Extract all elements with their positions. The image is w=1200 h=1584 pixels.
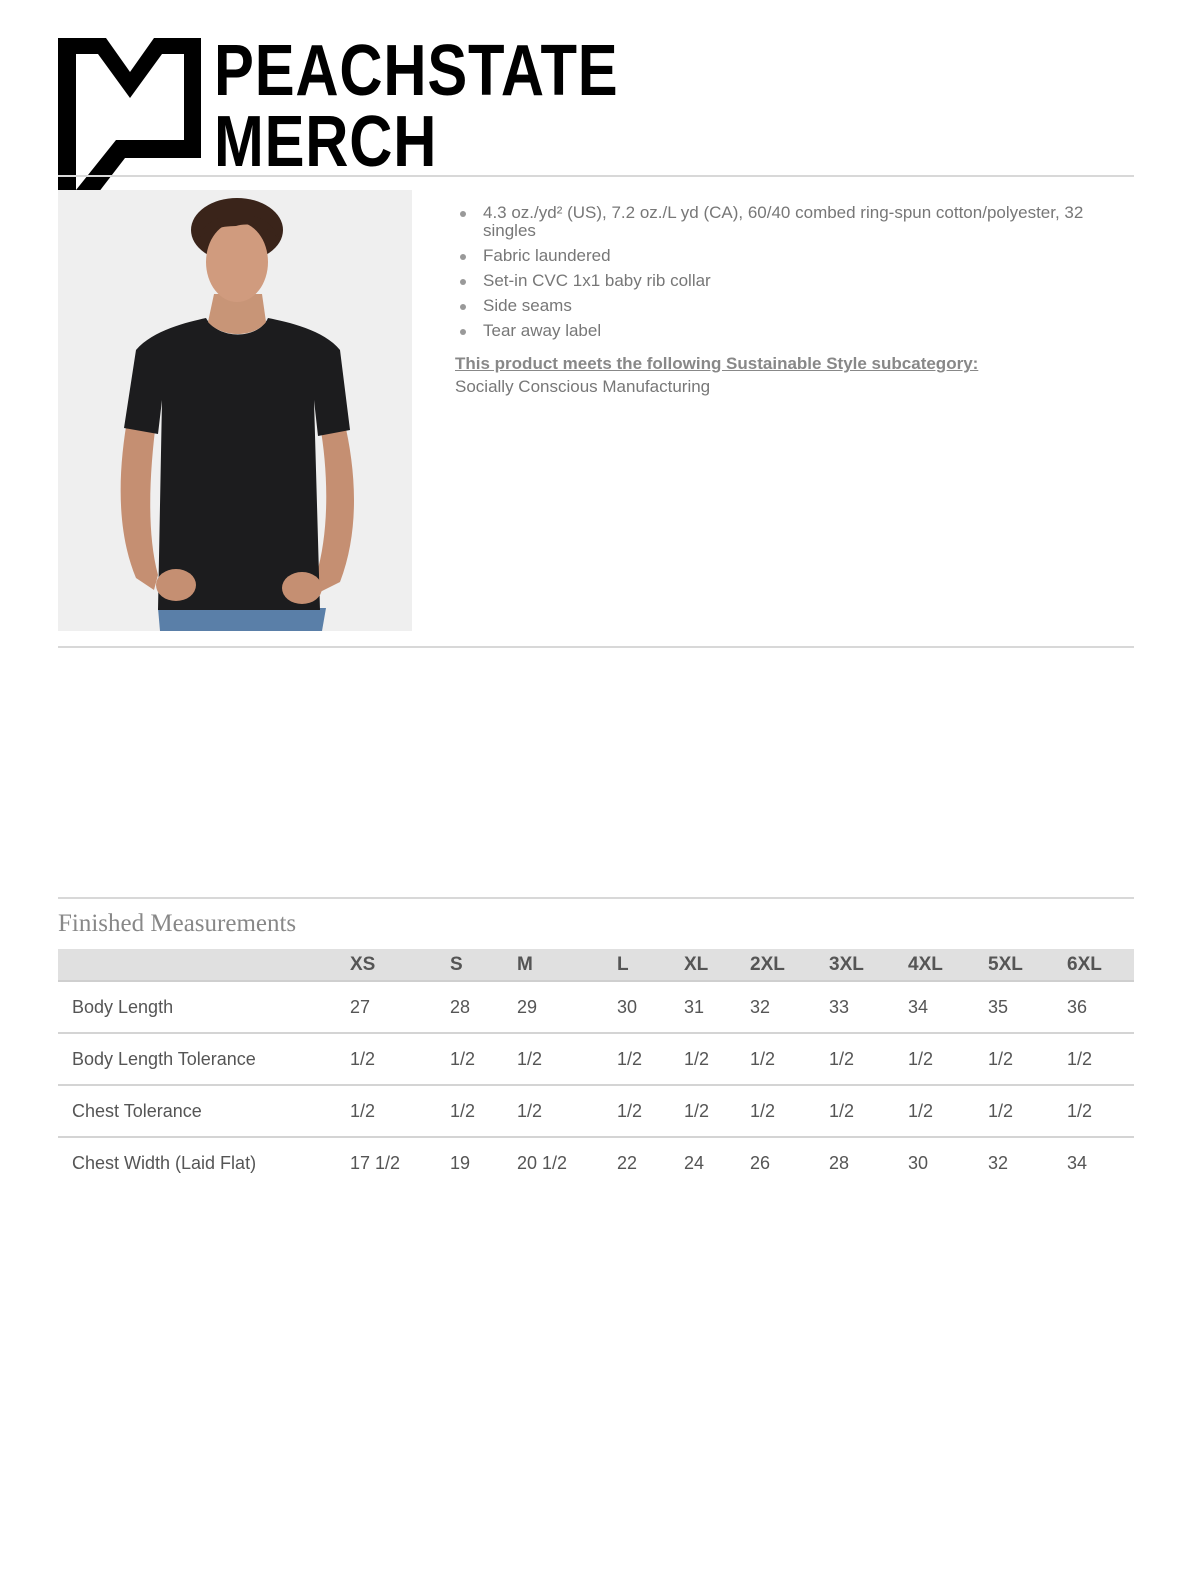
table-cell: 1/2 bbox=[829, 1033, 908, 1085]
table-cell: 1/2 bbox=[617, 1033, 684, 1085]
table-cell: 1/2 bbox=[450, 1085, 517, 1137]
feature-item: Side seams bbox=[483, 297, 1095, 315]
table-cell: 1/2 bbox=[908, 1085, 988, 1137]
table-cell: 34 bbox=[908, 981, 988, 1033]
feature-item: Fabric laundered bbox=[483, 247, 1095, 265]
table-cell: 28 bbox=[829, 1152, 850, 1173]
table-cell: 33 bbox=[829, 981, 908, 1033]
table-cell: 31 bbox=[684, 981, 750, 1033]
table-cell: 32 bbox=[750, 981, 829, 1033]
table-cell: 26 bbox=[750, 1152, 771, 1173]
size-header: 4XL bbox=[908, 949, 988, 981]
table-cell: 1/2 bbox=[1067, 1085, 1134, 1137]
product-divider bbox=[58, 646, 1134, 648]
table-cell: 1/2 bbox=[517, 1085, 617, 1137]
table-cell: 1/2 bbox=[829, 1085, 908, 1137]
size-header: S bbox=[450, 949, 517, 981]
product-features bbox=[455, 204, 1095, 397]
table-cell: 34 bbox=[1067, 1152, 1088, 1173]
brand-wordmark bbox=[214, 31, 701, 182]
table-cell: 1/2 bbox=[1067, 1033, 1134, 1085]
table-cell: 1/2 bbox=[450, 1033, 517, 1085]
table-cell: 24 bbox=[684, 1152, 705, 1173]
row-label: Chest Width (Laid Flat) bbox=[72, 1152, 257, 1173]
table-cell: 1/2 bbox=[350, 1085, 450, 1137]
table-cell: 22 bbox=[617, 1152, 638, 1173]
table-cell: 27 bbox=[350, 981, 450, 1033]
table-cell: 32 bbox=[988, 1152, 1009, 1173]
sustainable-heading: This product meets the following Sustainable Style subcategory: bbox=[455, 354, 979, 373]
table-cell: 1/2 bbox=[908, 1033, 988, 1085]
table-cell: 1/2 bbox=[988, 1033, 1067, 1085]
size-header: 5XL bbox=[988, 949, 1067, 981]
header-divider bbox=[58, 175, 1134, 177]
table-cell: 36 bbox=[1067, 981, 1134, 1033]
feature-list bbox=[455, 204, 1095, 340]
size-header-row bbox=[58, 949, 1134, 981]
row-label: Chest Tolerance bbox=[58, 1085, 350, 1137]
row-label: Body Length Tolerance bbox=[58, 1033, 350, 1085]
table-cell: 30 bbox=[908, 1152, 929, 1173]
size-header: XS bbox=[350, 949, 450, 981]
measurements-divider bbox=[58, 897, 1134, 899]
size-header: L bbox=[617, 949, 684, 981]
table-cell: 17 1/2 bbox=[350, 1152, 401, 1173]
product-photo bbox=[58, 190, 412, 631]
table-cell: 1/2 bbox=[517, 1033, 617, 1085]
table-cell: 1/2 bbox=[988, 1085, 1067, 1137]
feature-item: Tear away label bbox=[483, 322, 1095, 340]
table-cell: 29 bbox=[517, 981, 617, 1033]
table-cell: 35 bbox=[988, 981, 1067, 1033]
size-header: 6XL bbox=[1067, 949, 1134, 981]
table-cell: 1/2 bbox=[750, 1033, 829, 1085]
table-cell: 20 1/2 bbox=[517, 1152, 568, 1173]
table-cell: 1/2 bbox=[684, 1085, 750, 1137]
table-cell: 28 bbox=[450, 981, 517, 1033]
table-cell: 1/2 bbox=[350, 1033, 450, 1085]
table-row bbox=[58, 1137, 1134, 1188]
size-header: XL bbox=[684, 949, 750, 981]
feature-item: 4.3 oz./yd² (US), 7.2 oz./L yd (CA), 60/40 combed ring-spun cotton/polyester, 32 singles bbox=[483, 204, 1095, 240]
table-cell: 30 bbox=[617, 981, 684, 1033]
brand-line-1: PEACHSTATE bbox=[214, 31, 619, 111]
table-row bbox=[58, 1033, 1134, 1085]
model-wearing-black-tshirt bbox=[58, 190, 412, 631]
size-chart-table bbox=[58, 949, 1134, 1188]
table-row bbox=[58, 981, 1134, 1033]
measurements-title: Finished Measurements bbox=[58, 910, 297, 937]
feature-item: Set-in CVC 1x1 baby rib collar bbox=[483, 272, 1095, 290]
sustainable-category: Socially Conscious Manufacturing bbox=[455, 377, 711, 396]
header-blank bbox=[58, 949, 350, 981]
size-header: 3XL bbox=[829, 949, 908, 981]
table-row bbox=[58, 1085, 1134, 1137]
table-cell: 1/2 bbox=[750, 1085, 829, 1137]
brand-line-2: MERCH bbox=[214, 101, 438, 182]
size-header: M bbox=[517, 949, 617, 981]
table-cell: 1/2 bbox=[617, 1085, 684, 1137]
size-header: 2XL bbox=[750, 949, 829, 981]
table-cell: 19 bbox=[450, 1152, 471, 1173]
row-label: Body Length bbox=[58, 981, 350, 1033]
table-cell: 1/2 bbox=[684, 1033, 750, 1085]
